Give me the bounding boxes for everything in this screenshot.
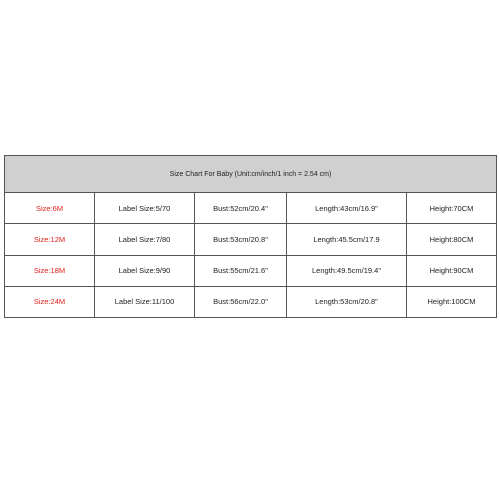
size-cell: Size:6M: [5, 193, 95, 224]
label-size-cell: Label Size:9/90: [95, 255, 195, 286]
label-size-cell: Label Size:5/70: [95, 193, 195, 224]
height-cell: Height:100CM: [407, 286, 497, 317]
table-row: [5, 255, 497, 286]
label-size-cell: Label Size:11/100: [95, 286, 195, 317]
bust-cell: Bust:55cm/21.6": [195, 255, 287, 286]
size-cell: Size:12M: [5, 224, 95, 255]
length-cell: Length:49.5cm/19.4": [287, 255, 407, 286]
length-cell: Length:45.5cm/17.9: [287, 224, 407, 255]
size-cell: Size:18M: [5, 255, 95, 286]
height-cell: Height:80CM: [407, 224, 497, 255]
table-row: [5, 193, 497, 224]
label-size-cell: Label Size:7/80: [95, 224, 195, 255]
size-cell: Size:24M: [5, 286, 95, 317]
table-row: [5, 224, 497, 255]
table-title: Size Chart For Baby (Unit:cm/inch/1 inch = 2.54 cm): [5, 156, 497, 193]
height-cell: Height:90CM: [407, 255, 497, 286]
length-cell: Length:53cm/20.8": [287, 286, 407, 317]
bust-cell: Bust:56cm/22.0": [195, 286, 287, 317]
length-cell: Length:43cm/16.9": [287, 193, 407, 224]
bust-cell: Bust:53cm/20.8": [195, 224, 287, 255]
bust-cell: Bust:52cm/20.4": [195, 193, 287, 224]
size-chart-table: [4, 155, 497, 318]
height-cell: Height:70CM: [407, 193, 497, 224]
table-header-row: [5, 156, 497, 193]
table-row: [5, 286, 497, 317]
